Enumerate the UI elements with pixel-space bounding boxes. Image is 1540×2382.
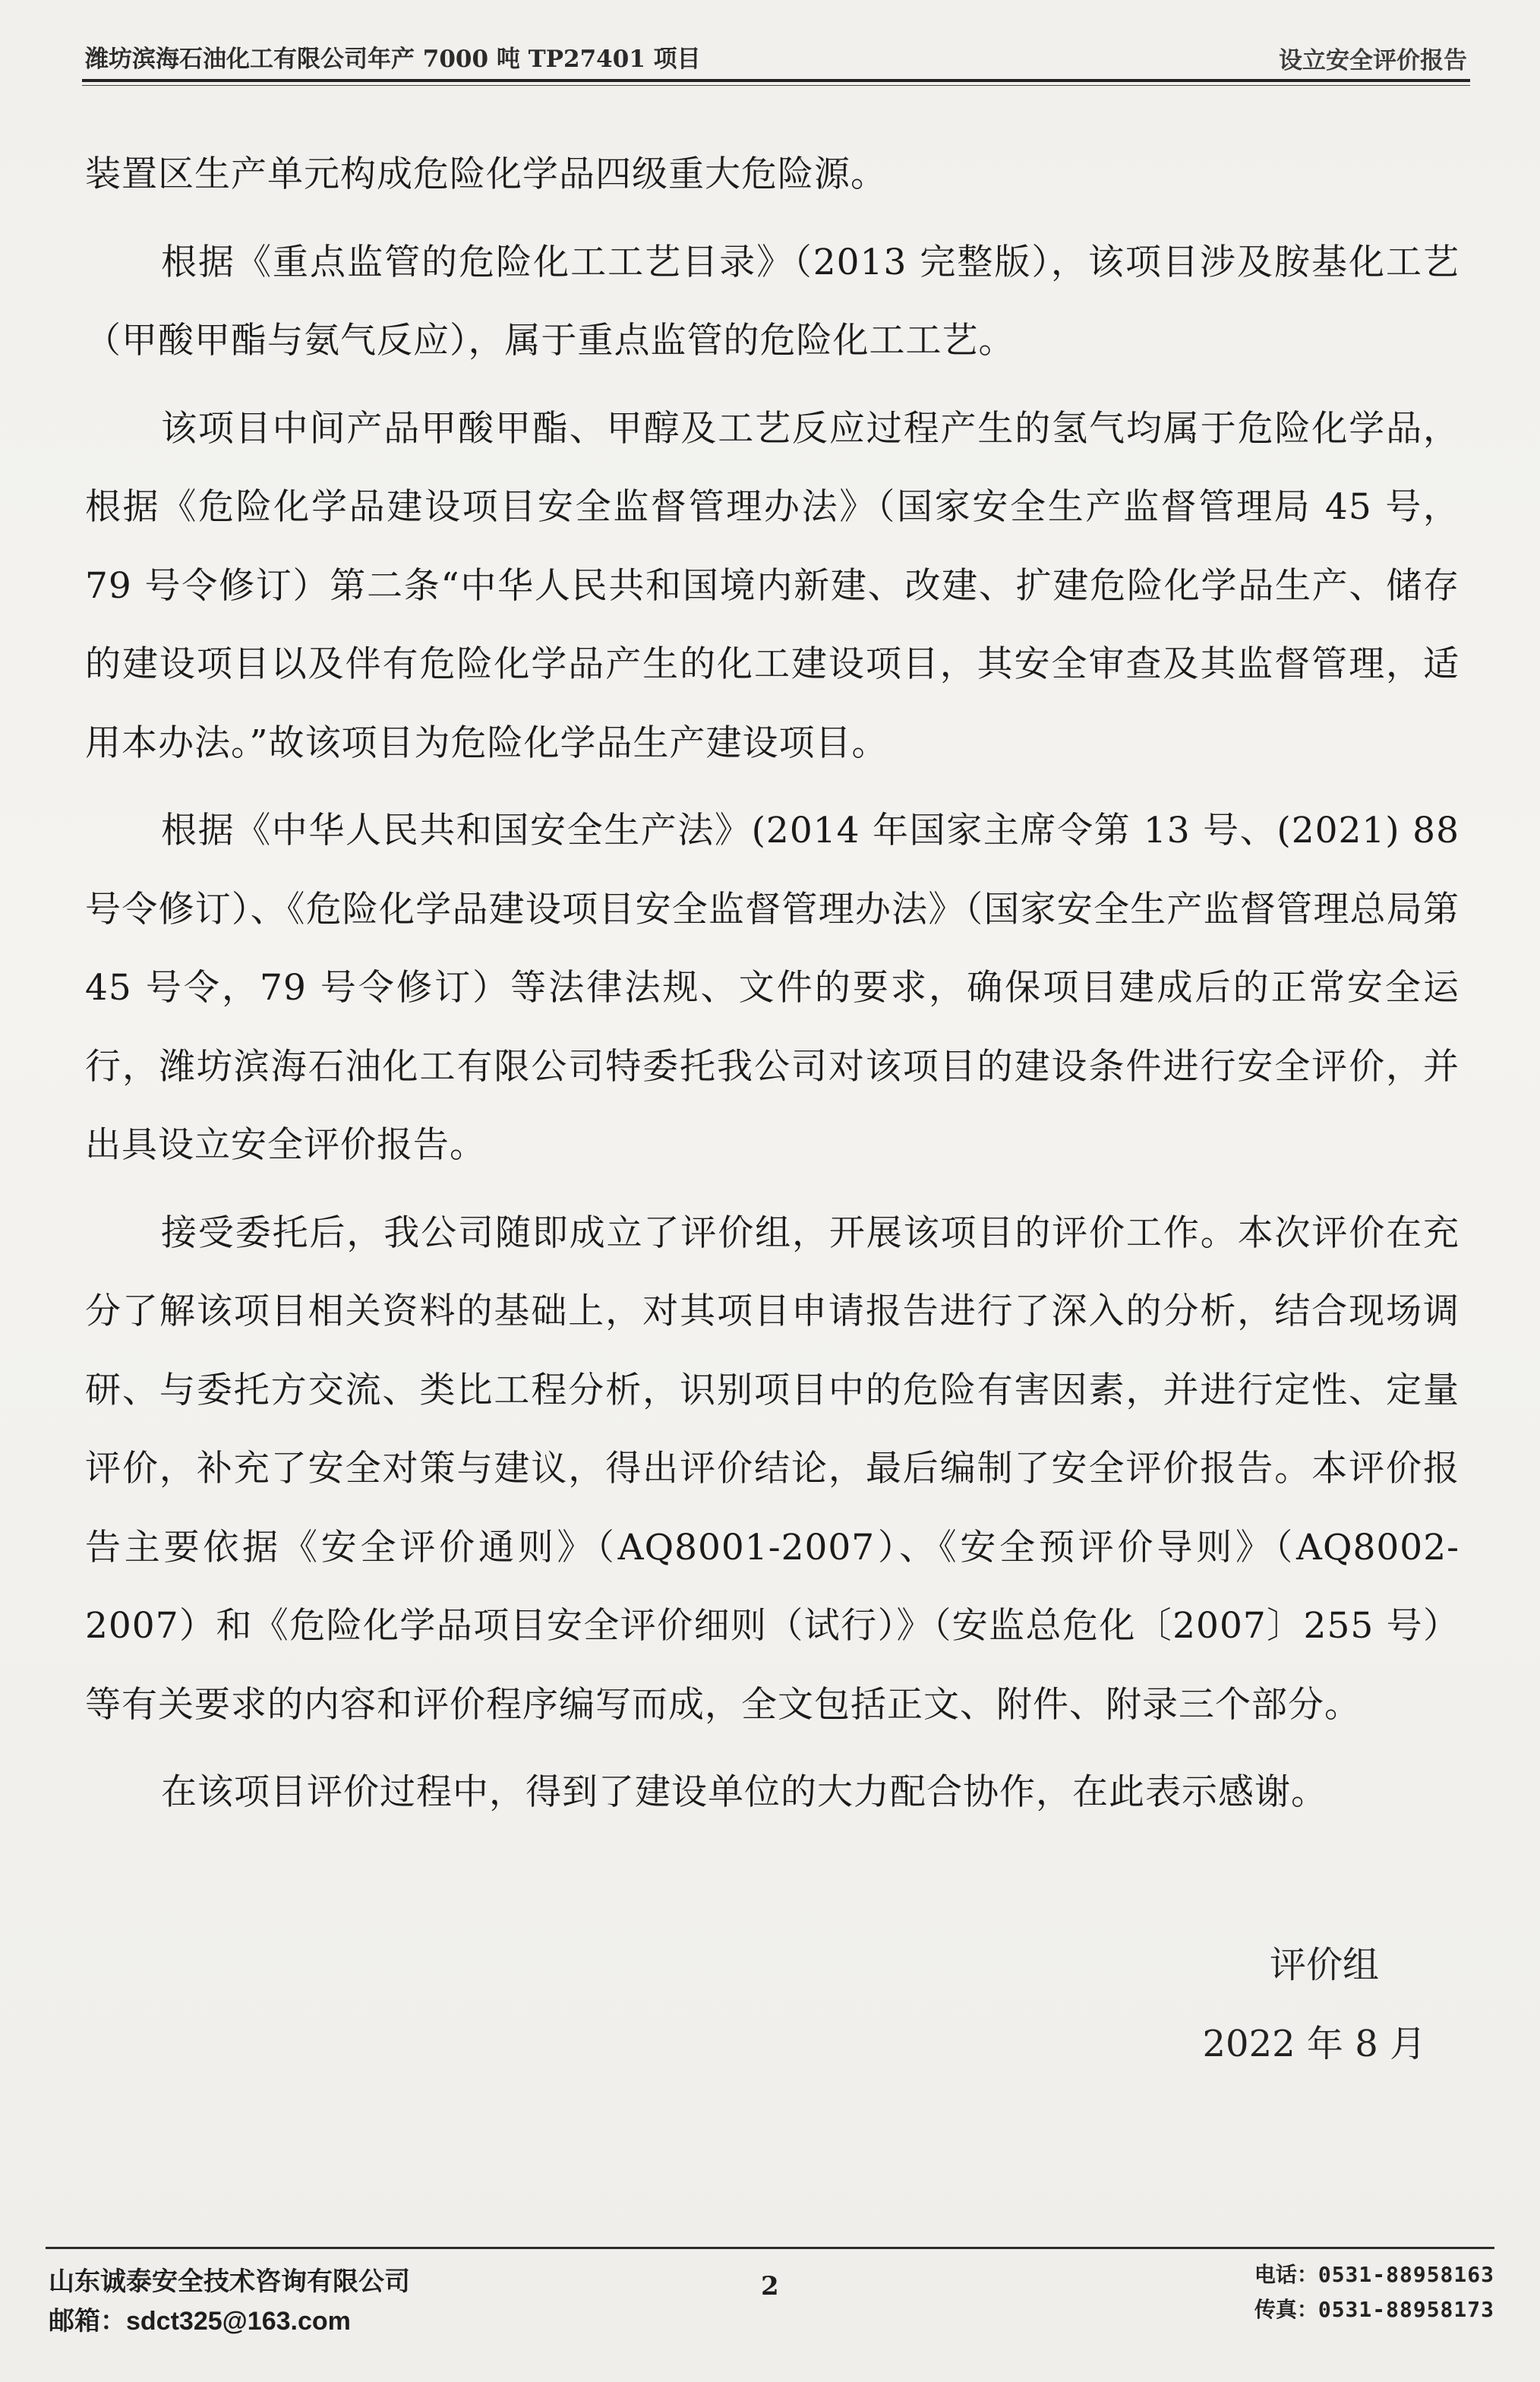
paragraph-process-classification: 根据《重点监管的危险化工工艺目录》（2013 完整版），该项目涉及胺基化工艺（甲酸甲酯与氨气反应），属于重点监管的危险化工工艺。 xyxy=(85,241,1460,362)
footer-fax-label: 传真： xyxy=(1254,2297,1318,2322)
signature-date: 2022 年 8 月 xyxy=(1202,2023,1426,2065)
paragraph-legal-basis: 根据《中华人民共和国安全生产法》(2014 年国家主席令第 13 号、(2021) 88 号令修订）、《危险化学品建设项目安全监督管理办法》（国家安全生产监督管理总局第 45 号令，79 号令修订）等法律法规、文件的要求，确保项目建成后的正常安全运行，潍坊滨海石油化工有限公司特委托我公司对该项目的建设条件进行安全评价，并出具设立安全评价报告。 xyxy=(85,810,1460,1166)
paragraph-evaluation-work: 接受委托后，我公司随即成立了评价组，开展该项目的评价工作。本次评价在充分了解该项目相关资料的基础上，对其项目申请报告进行了深入的分析，结合现场调研、与委托方交流、类比工程分析，识别项目中的危险有害因素，并进行定性、定量评价，补充了安全对策与建议，得出评价结论，最后编制了安全评价报告。本评价报告主要依据《安全评价通则》（AQ8001-2007）、《安全预评价导则》（AQ8002-2007）和《危险化学品项目安全评价细则（试行）》（安监总危化〔2007〕255 号）等有关要求的内容和评价程序编写而成，全文包括正文、附件、附录三个部分。 xyxy=(85,1212,1460,1726)
footer-divider xyxy=(46,2247,1494,2249)
page-body xyxy=(85,135,1460,1832)
paragraph-acknowledgement: 在该项目评价过程中，得到了建设单位的大力配合协作，在此表示感谢。 xyxy=(161,1771,1327,1813)
page-number: 2 xyxy=(761,2271,779,2301)
page-header xyxy=(85,39,1467,73)
paragraph-continuation: 装置区生产单元构成危险化学品四级重大危险源。 xyxy=(85,153,887,195)
header-divider xyxy=(82,79,1470,82)
footer-phone-number: 0531-88958163 xyxy=(1318,2262,1494,2287)
footer-phone-label: 电话： xyxy=(1254,2262,1318,2287)
header-report-type: 设立安全评价报告 xyxy=(1279,47,1467,74)
footer-email-address: sdct325@163.com xyxy=(126,2307,351,2336)
footer-fax-number: 0531-88958173 xyxy=(1318,2297,1494,2322)
footer-contact xyxy=(1254,2257,1494,2327)
paragraph-hazardous-chemicals: 该项目中间产品甲酸甲酯、甲醇及工艺反应过程产生的氢气均属于危险化学品，根据《危险化学品建设项目安全监督管理办法》（国家安全生产监督管理局 45 号，79 号令修订）第二条“中华人民共和国境内新建、改建、扩建危险化学品生产、储存的建设项目以及伴有危险化学品产生的化工建设项目，其安全审查及其监督管理，适用本办法。”故该项目为危险化学品生产建设项目。 xyxy=(85,407,1460,764)
footer-phone xyxy=(1254,2257,1494,2292)
footer-company-name: 山东诚泰安全技术咨询有限公司 xyxy=(49,2267,410,2297)
footer-email xyxy=(49,2301,410,2341)
footer-email-label: 邮箱： xyxy=(49,2306,126,2336)
header-divider-thin xyxy=(82,85,1470,86)
header-project-title: 潍坊滨海石油化工有限公司年产 7000 吨 TP27401 项目 xyxy=(85,46,701,73)
footer-company-info xyxy=(49,2262,410,2341)
signature-evaluation-group: 评价组 xyxy=(1269,1944,1379,1986)
footer-fax xyxy=(1254,2292,1494,2327)
